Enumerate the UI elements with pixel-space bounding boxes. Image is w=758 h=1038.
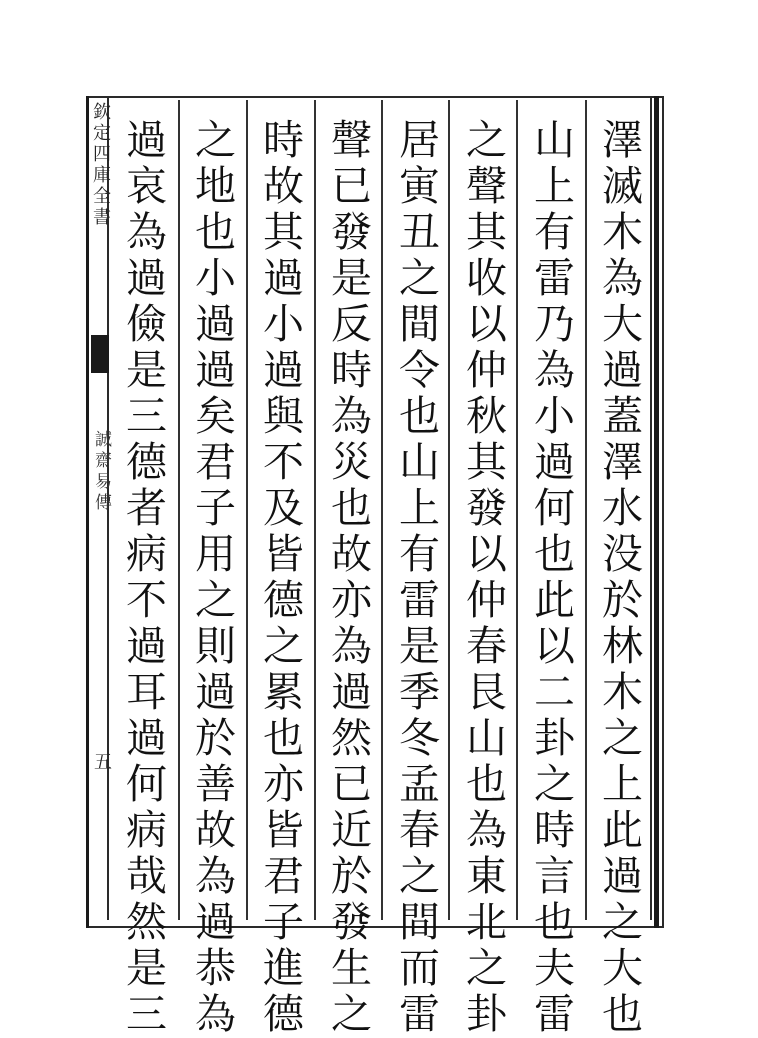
text-column-7: 之地也小過過矣君子用之則過於善故為過恭為	[188, 118, 236, 1038]
column-divider	[246, 100, 248, 920]
column-divider	[448, 100, 450, 920]
book-title: 欽定四庫全書	[90, 102, 111, 228]
text-column-6: 時故其過小過與不及皆德之累也亦皆君子進德	[256, 118, 304, 1038]
text-column-3: 之聲其收以仲秋其發以仲春艮山也為東北之卦	[459, 118, 507, 1038]
text-column-1: 澤滅木為大過蓋澤水没於林木之上此過之大也	[595, 118, 643, 1038]
text-column-2: 山上有雷乃為小過何也此以二卦之時言也夫雷	[527, 118, 575, 1038]
page-number: 五	[91, 752, 112, 770]
left-border-line	[86, 96, 89, 928]
column-divider	[178, 100, 180, 920]
column-divider	[516, 100, 518, 920]
column-divider	[585, 100, 587, 920]
text-column-4: 居寅丑之間令也山上有雷是季冬孟春之間而雷	[392, 118, 440, 1038]
text-column-8: 過哀為過儉是三德者病不過耳過何病哉然是三	[119, 118, 167, 1038]
text-column-5: 聲已發是反時為災也故亦為過然已近於發生之	[324, 118, 372, 1038]
column-divider	[314, 100, 316, 920]
book-subtitle: 誠齋易傳	[91, 430, 111, 514]
right-border-line	[654, 96, 659, 928]
column-divider	[381, 100, 383, 920]
fishtail-mark	[91, 335, 109, 373]
